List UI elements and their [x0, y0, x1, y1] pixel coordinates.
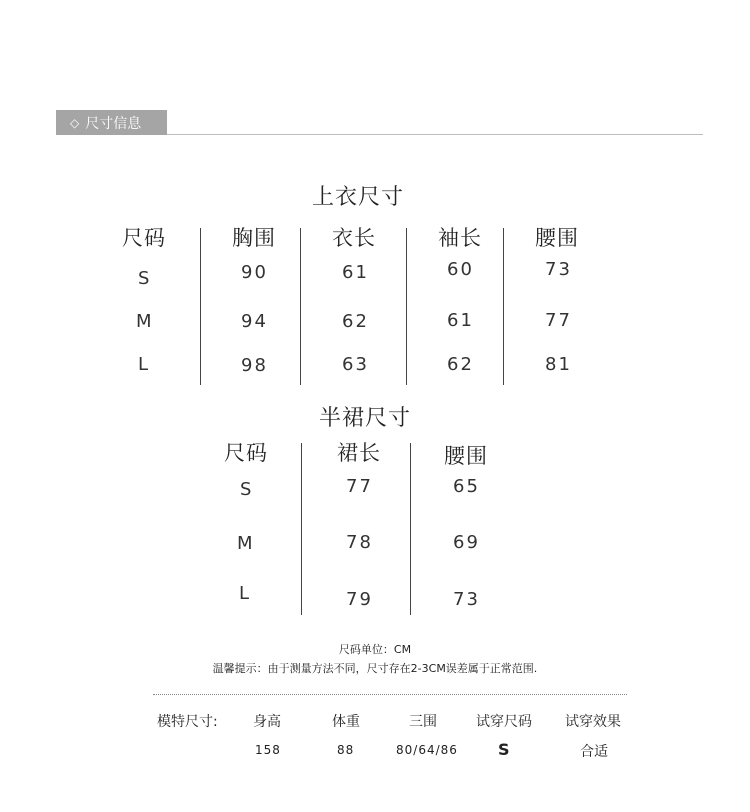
skirt-cell-length: 77: [346, 476, 373, 497]
skirt-cell-waist: 69: [453, 532, 480, 553]
model-trial-effect-value: 合适: [580, 744, 608, 760]
skirt-cell-length: 78: [346, 532, 373, 553]
skirt-cell-size: S: [240, 479, 254, 500]
top-divider-1: [200, 228, 201, 385]
top-cell-size: L: [138, 354, 151, 375]
top-header-sleeve: 袖长: [438, 226, 482, 250]
skirt-divider-2: [410, 443, 411, 615]
top-divider-4: [503, 228, 504, 385]
diamond-outline-icon: ◇: [70, 115, 80, 130]
top-cell-chest: 90: [241, 262, 268, 283]
measurement-tip: 温馨提示：由于测量方法不同，尺寸存在2-3CM误差属于正常范围.: [212, 662, 538, 675]
top-cell-sleeve: 60: [447, 259, 474, 280]
skirt-header-waist: 腰围: [444, 444, 488, 468]
dotted-divider: [153, 694, 627, 695]
top-cell-waist: 77: [545, 310, 572, 331]
model-weight-value: 88: [337, 743, 355, 757]
skirt-cell-size: M: [237, 533, 255, 554]
top-header-waist: 腰围: [535, 226, 579, 250]
size-unit-note: 尺码单位：CM: [338, 643, 412, 656]
skirt-header-size: 尺码: [224, 441, 268, 465]
top-cell-sleeve: 62: [447, 354, 474, 375]
skirt-table-title: 半裙尺寸: [319, 406, 412, 431]
top-cell-waist: 73: [545, 259, 572, 280]
top-header-size: 尺码: [122, 226, 166, 250]
section-header-title: 尺寸信息: [85, 115, 142, 132]
top-cell-chest: 94: [241, 311, 268, 332]
top-cell-size: M: [136, 311, 154, 332]
top-header-chest: 胸围: [232, 226, 276, 250]
model-header-weight: 体重: [332, 714, 360, 730]
header-divider: [167, 134, 703, 135]
model-height-value: 158: [255, 743, 281, 757]
model-size-label: 模特尺寸:: [157, 714, 218, 730]
model-header-trial-effect: 试穿效果: [565, 714, 621, 730]
top-table-title: 上衣尺寸: [312, 185, 405, 210]
section-header: [56, 110, 167, 135]
top-cell-length: 63: [342, 354, 369, 375]
model-trial-size-value: S: [498, 740, 510, 759]
model-header-trial-size: 试穿尺码: [476, 714, 532, 730]
top-divider-3: [406, 228, 407, 385]
top-divider-2: [300, 228, 301, 385]
skirt-cell-size: L: [239, 583, 252, 604]
skirt-divider-1: [301, 443, 302, 615]
skirt-cell-waist: 73: [453, 589, 480, 610]
top-cell-length: 62: [342, 311, 369, 332]
skirt-cell-length: 79: [346, 589, 373, 610]
top-cell-waist: 81: [545, 354, 572, 375]
top-cell-length: 61: [342, 262, 369, 283]
model-header-measurements: 三围: [409, 714, 437, 730]
model-header-height: 身高: [253, 714, 281, 730]
model-measurements-value: 80/64/86: [396, 743, 458, 757]
skirt-header-length: 裙长: [337, 441, 381, 465]
top-cell-size: S: [138, 268, 152, 289]
skirt-cell-waist: 65: [453, 476, 480, 497]
top-header-length: 衣长: [332, 226, 376, 250]
top-cell-sleeve: 61: [447, 310, 474, 331]
top-cell-chest: 98: [241, 355, 268, 376]
